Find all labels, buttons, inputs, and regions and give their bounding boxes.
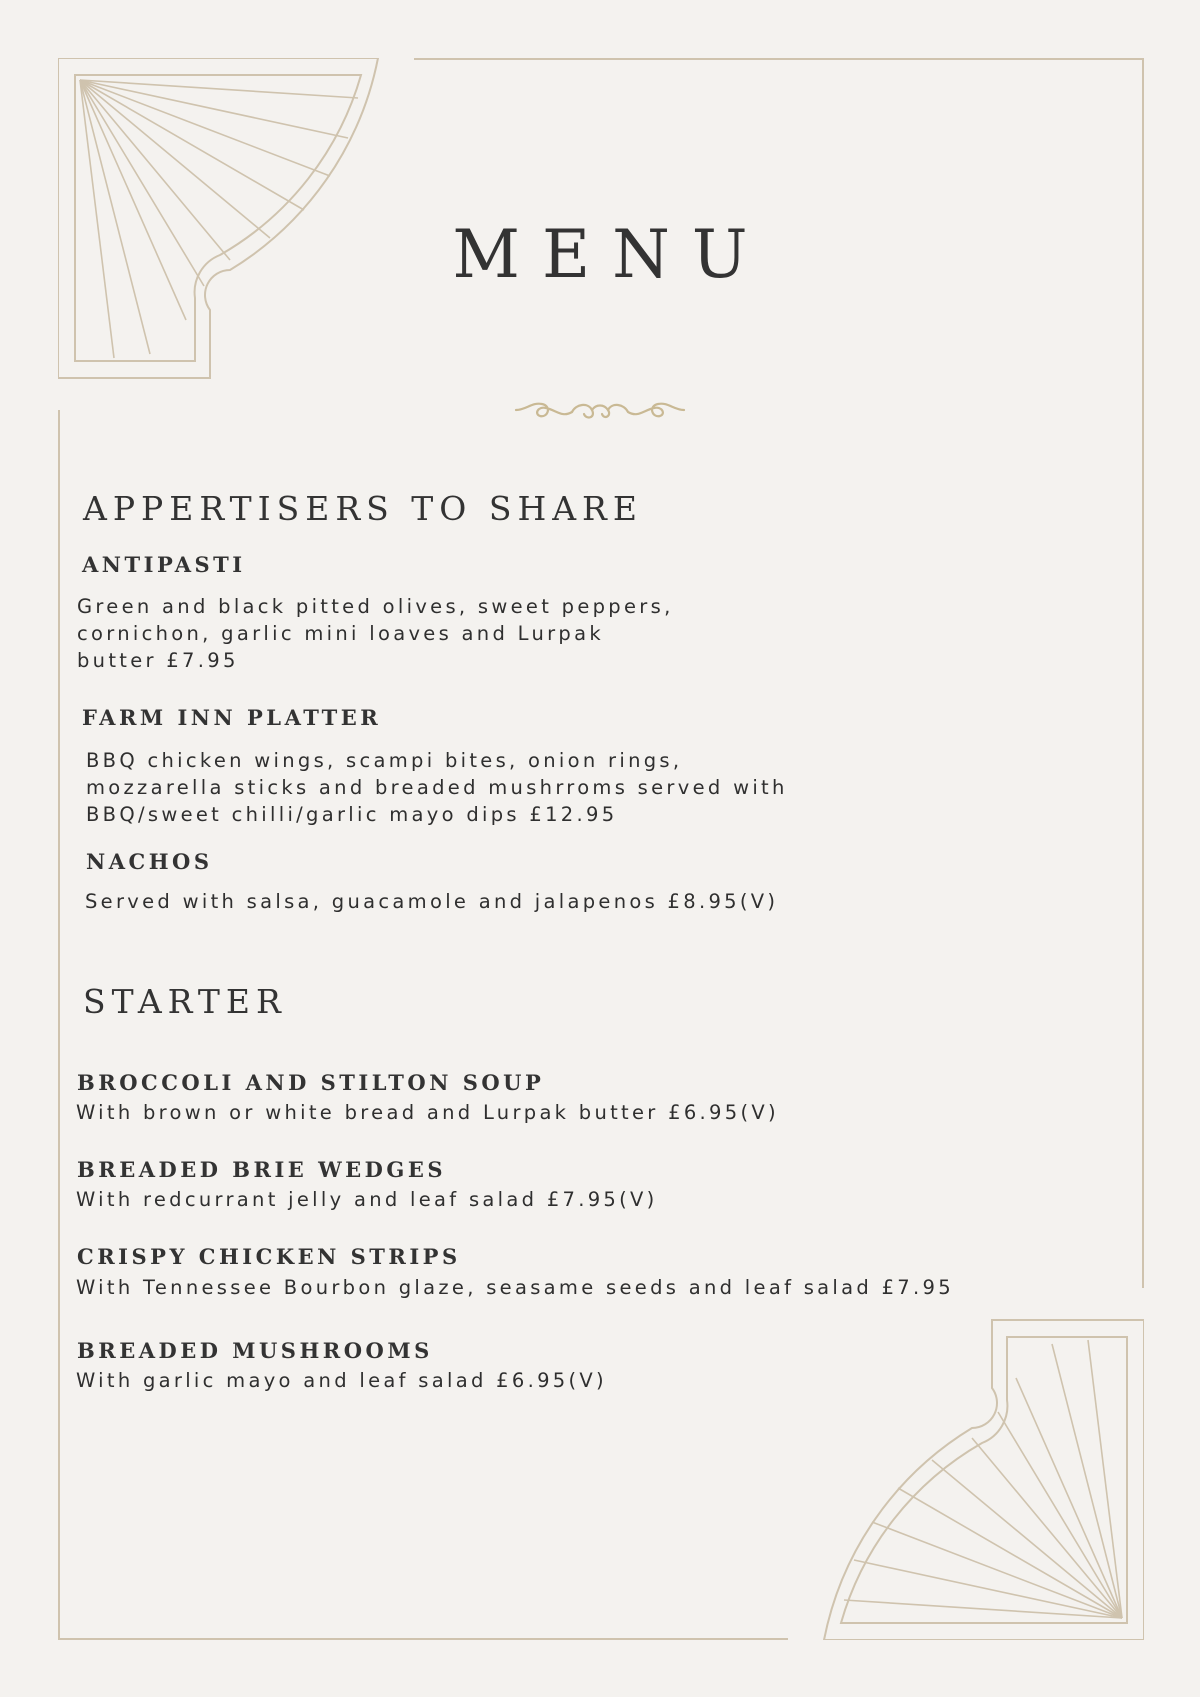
item-name-antipasti: ANTIPASTI <box>82 552 246 577</box>
item-name-broccoli-stilton-soup: BROCCOLI AND STILTON SOUP <box>77 1070 545 1095</box>
frame-bottom-line <box>58 1638 788 1640</box>
item-description-antipasti: Green and black pitted olives, sweet peppers, cornichon, garlic mini loaves and Lurpak butter £7.95 <box>77 595 674 672</box>
flourish-divider-icon <box>510 392 690 428</box>
item-description-nachos: Served with salsa, guacamole and jalapenos £8.95(V) <box>85 890 779 913</box>
item-name-breaded-mushrooms: BREADED MUSHROOMS <box>77 1338 433 1363</box>
frame-top-line <box>414 58 1144 60</box>
item-description-crispy-chicken-strips: With Tennessee Bourbon glaze, seasame seeds and leaf salad £7.95 <box>76 1276 954 1299</box>
item-name-farm-inn-platter: FARM INN PLATTER <box>82 705 382 730</box>
section-heading-appetisers: APPERTISERS TO SHARE <box>83 489 643 528</box>
item-description-breaded-mushrooms: With garlic mayo and leaf salad £6.95(V) <box>76 1369 607 1392</box>
item-description-breaded-brie-wedges: With redcurrant jelly and leaf salad £7.95(V) <box>76 1188 658 1211</box>
item-name-nachos: NACHOS <box>86 849 213 874</box>
item-description-farm-inn-platter: BBQ chicken wings, scampi bites, onion rings, mozzarella sticks and breaded mushrroms served with BBQ/sweet chilli/garlic mayo dips £12.95 <box>86 749 788 826</box>
corner-fan-ornament-bottom-right <box>814 1310 1144 1640</box>
item-description-broccoli-stilton-soup: With brown or white bread and Lurpak butter £6.95(V) <box>76 1101 779 1124</box>
frame-left-line <box>58 410 60 1640</box>
menu-title: MENU <box>452 216 770 293</box>
item-name-breaded-brie-wedges: BREADED BRIE WEDGES <box>77 1157 446 1182</box>
item-name-crispy-chicken-strips: CRISPY CHICKEN STRIPS <box>77 1244 461 1269</box>
section-heading-starter: STARTER <box>83 982 287 1021</box>
